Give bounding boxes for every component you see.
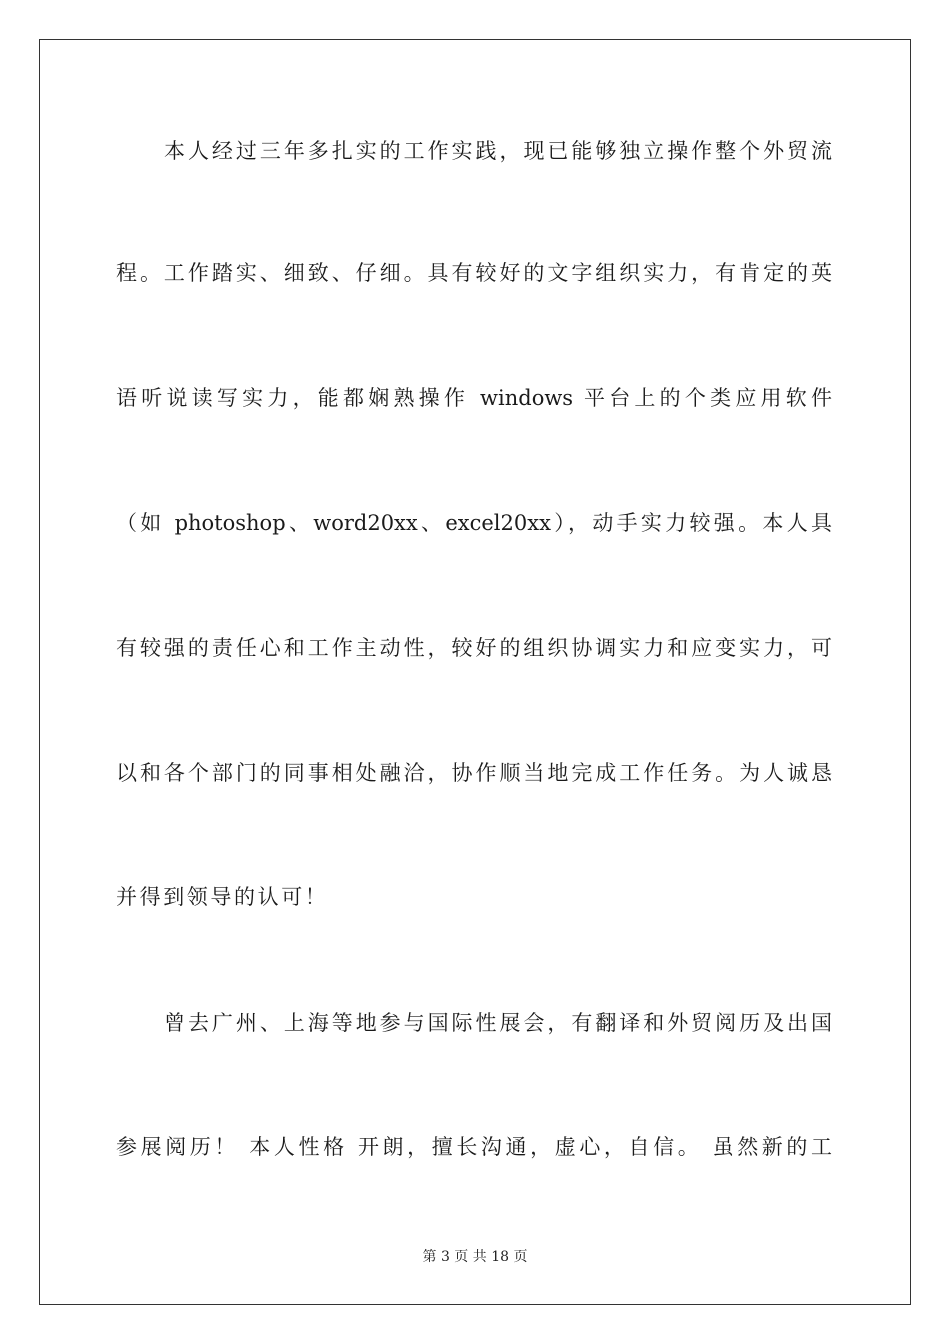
paragraph-1-line-6: 以和各个部门的同事相处融洽，协作顺当地完成工作任务。为人诚恳: [116, 761, 832, 785]
paragraph-1-line-1: 本人经过三年多扎实的工作实践，现已能够独立操作整个外贸流: [164, 139, 832, 163]
paragraph-1-line-5: 有较强的责任心和工作主动性，较好的组织协调实力和应变实力，可: [116, 636, 832, 660]
paragraph-1-line-2: 程。工作踏实、细致、仔细。具有较好的文字组织实力，有肯定的英: [116, 261, 832, 285]
paragraph-2-line-2: 参展阅历！ 本人性格 开朗，擅长沟通，虚心，自信。 虽然新的工: [116, 1135, 832, 1159]
paragraph-1-line-3: 语听说读写实力，能都娴熟操作 windows 平台上的个类应用软件: [116, 386, 832, 410]
paragraph-1-line-7: 并得到领导的认可！: [116, 885, 329, 909]
paragraph-1-line-4: （如 photoshop、word20xx、excel20xx），动手实力较强。本人具: [116, 511, 832, 535]
page-number-footer: 第 3 页 共 18 页: [422, 1249, 528, 1265]
page-border: [39, 39, 911, 1305]
paragraph-2-line-1: 曾去广州、上海等地参与国际性展会，有翻译和外贸阅历及出国: [164, 1011, 832, 1035]
